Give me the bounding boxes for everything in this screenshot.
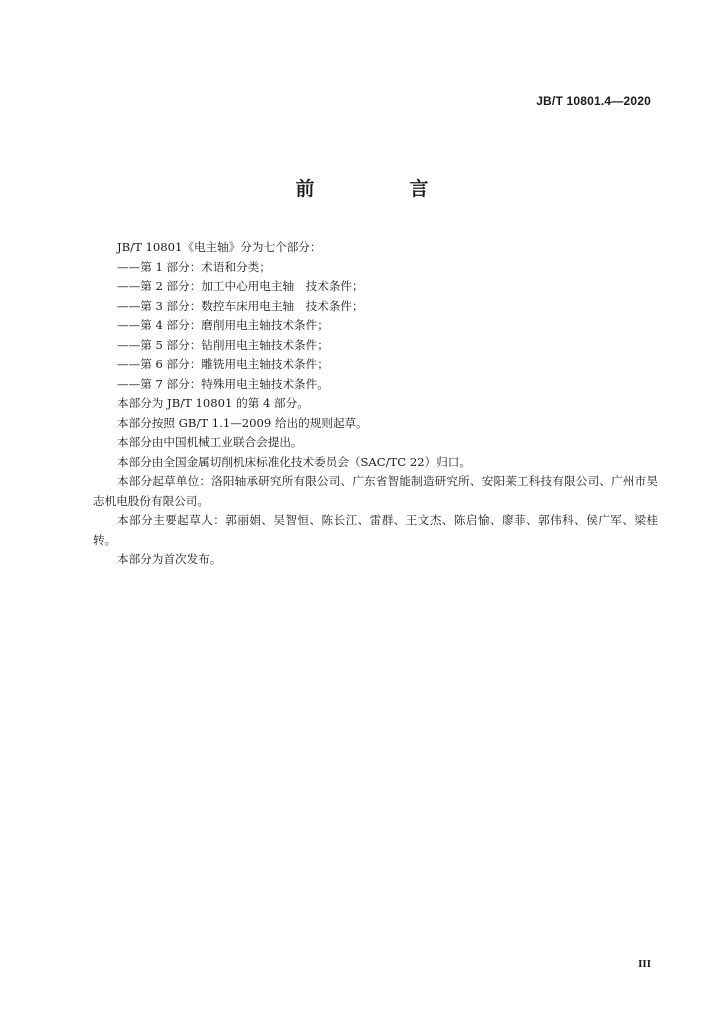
part-item: ——第 4 部分：磨削用电主轴技术条件； <box>117 318 329 332</box>
part-item: ——第 1 部分：术语和分类； <box>117 259 271 274</box>
statement-first-release: 本部分为首次发布。 <box>117 552 222 566</box>
part-item: ——第 7 部分：特殊用电主轴技术条件。 <box>117 376 329 391</box>
part-item: ——第 2 部分：加工中心用电主轴 技术条件； <box>117 279 364 293</box>
statement-drafters: 本部分主要起草人：郭丽娟、吴智恒、陈长江、雷群、王文杰、陈启愉、廖菲、郭伟科、侯广军、梁桂转。 <box>93 513 658 547</box>
statement-drafting-rules: 本部分按照 GB/T 1.1—2009 给出的规则起草。 <box>117 415 368 430</box>
page-number: III <box>638 958 651 970</box>
part-item: ——第 6 部分：雕铣用电主轴技术条件； <box>117 357 329 371</box>
statement-proposer: 本部分由中国机械工业联合会提出。 <box>117 435 303 449</box>
standard-code: JB/T 10801.4—2020 <box>536 94 651 108</box>
document-body <box>93 238 658 570</box>
part-item: ——第 5 部分：钻削用电主轴技术条件； <box>117 337 329 352</box>
statement-part-number: 本部分为 JB/T 10801 的第 4 部分。 <box>117 396 309 410</box>
statement-committee: 本部分由全国金属切削机床标准化技术委员会（SAC/TC 22）归口。 <box>117 454 471 469</box>
statement-drafting-units: 本部分起草单位：洛阳轴承研究所有限公司、广东省智能制造研究所、安阳莱工科技有限公司、广州市昊志机电股份有限公司。 <box>93 474 658 508</box>
part-item: ——第 3 部分：数控车床用电主轴 技术条件； <box>117 298 364 313</box>
page-title: 前 言 <box>295 178 467 200</box>
intro-line: JB/T 10801《电主轴》分为七个部分： <box>117 240 322 254</box>
